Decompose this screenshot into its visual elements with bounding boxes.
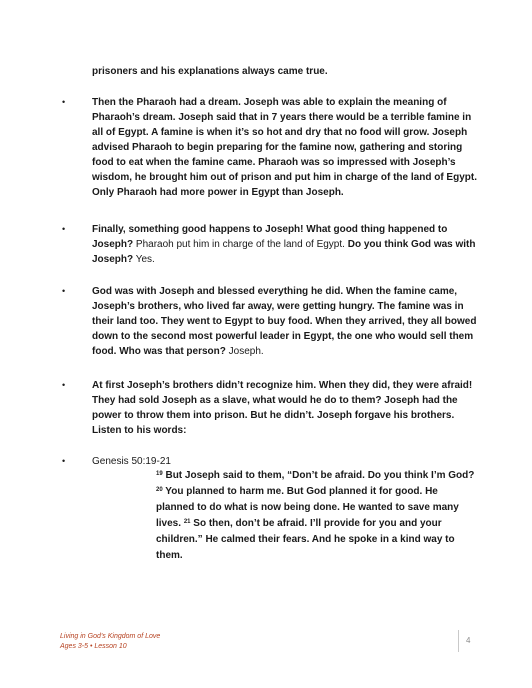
bullet-icon: • — [62, 380, 66, 390]
scripture-reference: Genesis 50:19-21 — [92, 456, 171, 467]
footer-subtitle: Ages 3-5 • Lesson 10 — [60, 643, 127, 650]
question-text: Finally, something good happens to Joseph! What good thing happened to Joseph? — [92, 224, 448, 250]
footer-title-block — [60, 632, 160, 652]
bullet-icon: • — [62, 456, 66, 466]
continuation-text: prisoners and his explanations always came true. — [92, 66, 328, 77]
page-number: 4 — [466, 636, 471, 645]
verse-number: 21 — [183, 519, 191, 525]
footer-title: Living in God’s Kingdom of Love — [60, 633, 161, 640]
verse-number: 20 — [156, 487, 163, 493]
list-item — [62, 95, 482, 200]
verse-text: But Joseph said to them, “Don’t be afraid. Do you think I’m God? — [162, 470, 475, 481]
list-item — [62, 454, 482, 469]
answer-text: Yes. — [133, 254, 155, 265]
bullet-icon: • — [62, 224, 66, 234]
list-item — [62, 378, 482, 438]
question-text: Do you think God was with Joseph? — [92, 239, 476, 265]
bullet-icon: • — [62, 97, 66, 107]
bullet-icon: • — [62, 286, 66, 296]
list-item — [62, 222, 482, 267]
list-item — [62, 284, 482, 359]
paragraph-famine: God was with Joseph and blessed everything he did. When the famine came, Joseph’s brothers, who lived far away, were getting hungry. The famine was in their land too. They went to Egypt to buy food. When they arrived, they all bowed down to the second most powerful leader in Egypt, the one who would sell them food. Who was that person? — [92, 286, 477, 357]
answer-text: Joseph. — [225, 346, 264, 357]
paragraph-pharaoh-dream: Then the Pharaoh had a dream. Joseph was able to explain the meaning of Pharaoh’s dream. Joseph said that in 7 years there would be a terrible famine in all of Egypt. A famine is when it’s so hot and dry that no food will grow. Joseph advised Pharaoh to begin preparing for the famine now, gathering and storing food to eat when the famine came. Pharaoh was so impressed with Joseph’s wisdom, he brought him out of prison and put him in charge of the land of Egypt. Only Pharaoh had more power in Egypt than Joseph. — [92, 97, 477, 198]
footer-divider — [458, 630, 459, 652]
scripture-quote — [156, 468, 476, 564]
verse-text: So then, don’t be afraid. I’ll provide for you and your children.” He calmed their fears. And he spoke in a kind way to them. — [156, 518, 455, 561]
verse-text: You planned to harm me. But God planned it for good. He planned to do what is now being done. He wanted to save many lives. — [156, 486, 459, 529]
verse-number: 19 — [156, 471, 163, 477]
paragraph-forgiveness: At first Joseph’s brothers didn’t recognize him. When they did, they were afraid! They had sold Joseph as a slave, what would he do to them? Joseph had the power to throw them into prison. But he didn’t. Joseph forgave his brothers. Listen to his words: — [92, 380, 473, 436]
answer-text: Pharaoh put him in charge of the land of Egypt. — [133, 239, 348, 250]
